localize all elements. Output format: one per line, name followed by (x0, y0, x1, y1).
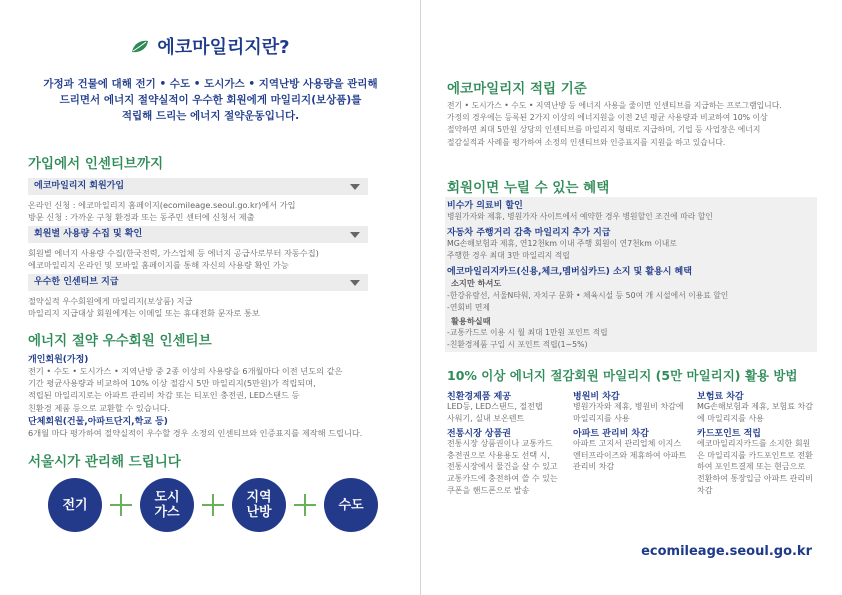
step-title: 회원별 사용량 수집 및 확인 (34, 229, 143, 239)
personal-title: 개인회원(가정) (28, 355, 89, 365)
step-bar-usage (28, 226, 368, 243)
benefit-title: 자동차 주행거리 감축 마일리지 추가 지급 (447, 228, 611, 238)
use-title: 병원비 차감 (573, 392, 620, 402)
website-url: ecomileage.seoul.go.kr (641, 544, 812, 559)
triangle-down-icon (350, 232, 360, 238)
benefit-body: MG손해보험과 제휴, 연12천km 이내 주행 회원이 연7천km 이내로 주행한 경우 최대 3만 마일리지 적립 (447, 239, 677, 261)
benefit-body: 병원가자와 제휴, 병원가자 사이트에서 예약한 경우 병원할인 조건에 따라 할인 (447, 212, 713, 221)
use-title: 친환경제품 제공 (447, 392, 511, 402)
use-body: 병원가자와 제휴, 병원비 차감에 마일리지를 사용 (573, 402, 684, 423)
step-bar-signup (28, 178, 368, 195)
step-title: 에코마일리지 회원가입 (34, 181, 125, 191)
use-body: 전통시장 상품권이나 교통카드 충전권으로 사용용도 선택 시, 전통시장에서 물건을 살 수 있고 교통카드에 충전하여 쓸 수 있는 쿠폰을 핸드폰으로 발송 (447, 439, 558, 495)
use-title: 보험료 차감 (697, 392, 744, 402)
leaf-icon (131, 38, 149, 59)
plus-icon (294, 494, 316, 516)
group-title: 단체회원(건물,아파트단지,학교 등) (28, 417, 168, 427)
step-body: 온라인 신청 : 에코마일리지 홈페이지(ecomileage.seoul.go.kr)에서 가입 방문 신청 : 가까운 구청 환경과 또는 동주민 센터에 신청서 제출 (28, 200, 296, 223)
benefits-heading: 회원이면 누릴 수 있는 혜택 (447, 180, 610, 196)
circle-gas: 도시 가스 (140, 478, 194, 532)
step-bar-incentive (28, 274, 368, 291)
use-title: 카드포인트 적립 (697, 429, 761, 439)
title-text: 에코마일리지란? (157, 37, 290, 58)
use-title: 아파트 관리비 차감 (573, 429, 649, 439)
standard-heading: 에코마일리지 적립 기준 (447, 81, 587, 97)
triangle-down-icon (350, 280, 360, 286)
saving-heading: 에너지 절약 우수회원 인센티브 (28, 333, 212, 349)
personal-body: 전기 • 수도 • 도시가스 • 지역난방 중 2종 이상의 사용량을 6개월마다 이전 년도의 같은 기간 평균사용량과 비교하여 10% 이상 절감시 5만 마일리지(5만원)가 적립되며, 적립된 마일리지로는 아파트 관리비 차감 또는 티포인 충전권, LED스탠드 등 친환경 제품 등으로 교환할 수 있습니다. (28, 366, 343, 413)
use-title: 전통시장 상품권 (447, 429, 511, 439)
group-body: 6개월 마다 평가하여 절약실적이 우수할 경우 소정의 인센티브와 인증표지를 제작해 드립니다. (28, 428, 363, 438)
plus-icon (110, 494, 132, 516)
use-body: MG손해보험과 제휴, 보험료 차감 에 마일리지를 사용 (697, 402, 814, 423)
use-body: 에코마일리지카드를 소지한 회원 은 마일리지를 카드포인트로 전환 하여 포인트결제 또는 현금으로 전환하여 통장입금 아파트 관리비 차감 (697, 439, 813, 495)
mileage-heading: 10% 이상 에너지 절감회원 마일리지 (5만 마일리지) 활용 방법 (447, 368, 798, 383)
benefit-title: 비수가 의료비 할인 (447, 201, 523, 211)
standard-body: 전기 • 도시가스 • 수도 • 지역난방 등 에너지 사용을 줄이면 인센티브를 지급하는 프로그램입니다. 가정의 경우에는 등록된 2가지 이상의 에너지원을 이전 2년 평균 사용량과 비교하여 10% 이상 절약하면 최대 5만원 상당의 인센티브를 마일리지 형태로 지급하며, 기업 등 사업장은 에너지 절감실적과 사례를 평가하여 소정의 인센티브와 인증표지를 지원을 하고 있습니다. (447, 101, 782, 147)
circle-electricity: 전기 (48, 478, 102, 532)
seoul-heading: 서울시가 관리해 드립니다 (28, 454, 181, 470)
circle-water: 수도 (324, 478, 378, 532)
page-title (0, 33, 421, 59)
card-any-body: -한강유람선, 서울N타워, 자치구 문화 • 체육시설 등 50여 개 시설에서 이용료 할인 -연회비 면제 (447, 291, 729, 313)
use-body: LED등, LED스탠드, 절전탭 사워기, 실내 보온텐트 (447, 402, 543, 423)
incentive-heading: 가입에서 인센티브까지 (28, 156, 164, 172)
plus-icon (202, 494, 224, 516)
use-body: 아파트 고지서 관리업체 이지스 엔터프라이즈와 제휴하여 아파트 관리비 차감 (573, 439, 687, 472)
card-use-body: -교통카드로 이용 시 월 최대 1만원 포인트 적립 -친환경제품 구입 시 포인트 적립(1~5%) (447, 328, 608, 350)
card-any-label: 소지만 하셔도 (451, 278, 502, 288)
step-body: 회원별 에너지 사용량 수집(한국전력, 가스업체 등 에너지 공급사로부터 자동수집) 에코마일리지 온라인 및 모바일 홈페이지를 통해 자신의 사용량 확인 가능 (28, 248, 319, 271)
triangle-down-icon (350, 184, 360, 190)
benefit-title: 에코마일리지카드(신용,체크,멤버십카드) 소지 및 활용시 혜택 (447, 267, 692, 277)
step-body: 절약실적 우수회원에게 마일리지(보상품) 지급 마일리지 지급대상 회원에게는 이메일 또는 휴대전화 문자로 통보 (28, 296, 260, 319)
intro-text: 가정과 건물에 대해 전기 • 수도 • 도시가스 • 지역난방 사용량을 관리해 드리면서 에너지 절약실적이 우수한 회원에게 마일리지(보상품)를 적립해 드리는 에너지 절약운동입니다. (43, 78, 378, 122)
circle-heating: 지역 난방 (232, 478, 286, 532)
card-use-label: 활용하실때 (451, 316, 491, 326)
step-title: 우수한 인센티브 지급 (34, 277, 119, 287)
right-page (421, 0, 842, 595)
